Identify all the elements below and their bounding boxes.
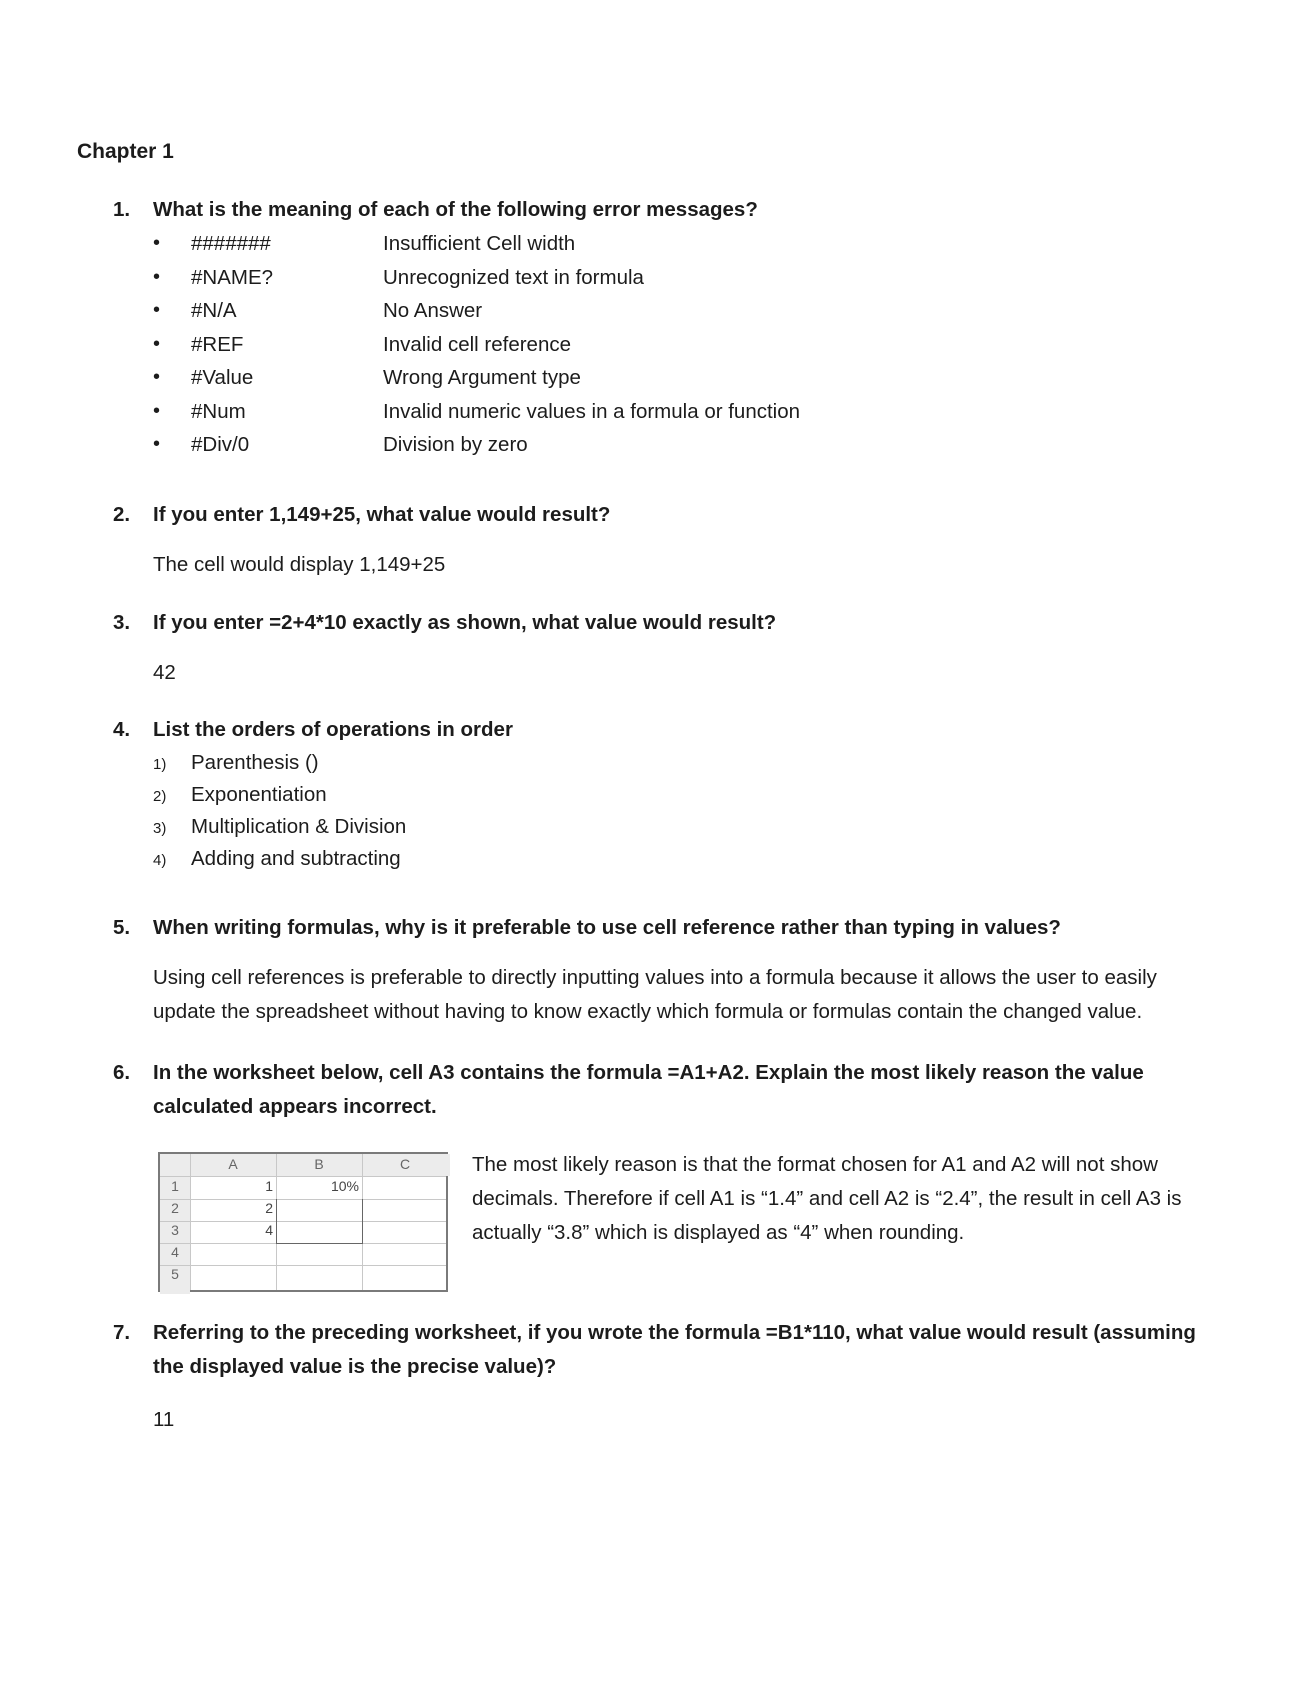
answer-6 [472,1148,1181,1250]
item-label: Multiplication & Division [191,815,407,838]
question-text: List the orders of operations in order [153,718,513,741]
question-1 [113,198,758,222]
error-meaning: No Answer [383,299,483,322]
answer-line: actually “3.8” which is displayed as “4” when rounding. [472,1221,965,1244]
answer-5 [153,961,1157,1029]
question-text: the displayed value is the precise value)? [153,1355,557,1378]
row-header-5: 5 [160,1266,190,1290]
answer-line: Using cell references is preferable to directly inputting values into a formula because it allows the user to easily [153,966,1157,989]
chapter-heading: Chapter 1 [77,140,174,163]
error-code: #N/A [191,299,237,322]
question-2 [113,503,611,527]
cell-a2: 2 [265,1200,273,1216]
question-number: 3. [113,611,131,634]
error-code: ####### [191,232,271,255]
row-header-1: 1 [160,1178,190,1200]
column-header-c: C [362,1156,448,1176]
question-6 [113,1056,1144,1124]
bullet-icon: • [153,399,161,422]
error-meaning: Invalid numeric values in a formula or function [383,399,801,423]
row-header-2: 2 [160,1200,190,1222]
cell-b1: 10% [330,1178,359,1194]
answer-line: The most likely reason is that the format chosen for A1 and A2 will not show [472,1153,1158,1176]
item-number: 3) [153,820,167,837]
row-header-3: 3 [160,1222,190,1244]
grid-line [160,1176,446,1177]
error-meaning: Unrecognized text in formula [383,265,644,289]
bullet-icon: • [153,299,161,321]
worksheet-image [158,1152,448,1292]
cell-outline-b2-b3 [276,1199,363,1244]
question-3 [113,611,777,635]
question-7 [113,1316,1196,1384]
question-text: If you enter =2+4*10 exactly as shown, what value would result? [153,611,777,634]
bullet-icon: • [153,265,161,288]
error-code: #Num [191,399,246,423]
bullet-icon: • [153,232,161,254]
row-header-4: 4 [160,1244,190,1266]
question-number: 6. [113,1061,131,1084]
error-meaning: Wrong Argument type [383,366,581,389]
error-code: #Div/0 [191,433,250,456]
error-meaning: Invalid cell reference [383,332,572,356]
grid-line [160,1265,446,1266]
error-code: #REF [191,332,244,356]
question-number: 2. [113,503,131,526]
error-code: #Value [191,366,254,389]
bullet-icon: • [153,366,161,388]
question-number: 5. [113,916,131,939]
error-meaning: Division by zero [383,433,528,456]
answer-3: 42 [153,661,176,684]
answer-7: 11 [153,1408,175,1431]
question-text: If you enter 1,149+25, what value would result? [153,503,611,526]
cell-a3: 4 [265,1222,273,1238]
answer-line: decimals. Therefore if cell A1 is “1.4” and cell A2 is “2.4”, the result in cell A3 is [472,1187,1182,1210]
item-number: 4) [153,852,167,869]
item-number: 1) [153,756,167,773]
error-code: #NAME? [191,265,274,289]
question-text: Referring to the preceding worksheet, if you wrote the formula =B1*110, what value would result (assuming [153,1321,1196,1344]
question-number: 7. [113,1321,131,1344]
answer-line: update the spreadsheet without having to know exactly which formula or formulas contain the changed value. [153,1000,1143,1023]
column-header-b: B [276,1156,362,1176]
question-number: 1. [113,198,131,221]
question-4 [113,718,513,742]
error-meaning: Insufficient Cell width [383,232,576,255]
question-number: 4. [113,718,131,741]
question-text: What is the meaning of each of the following error messages? [153,198,758,221]
bullet-icon: • [153,332,161,355]
bullet-icon: • [153,433,161,455]
question-text: calculated appears incorrect. [153,1095,437,1118]
item-label: Adding and subtracting [191,847,401,870]
question-text: In the worksheet below, cell A3 contains the formula =A1+A2. Explain the most likely reason the value [153,1061,1144,1084]
item-number: 2) [153,788,167,805]
answer-2: The cell would display 1,149+25 [153,553,446,576]
item-label: Exponentiation [191,783,327,806]
item-label: Parenthesis () [191,751,319,774]
cell-a1: 1 [265,1178,273,1194]
question-text: When writing formulas, why is it preferable to use cell reference rather than typing in values? [153,916,1061,939]
question-5 [113,916,1061,940]
column-header-a: A [190,1156,276,1176]
